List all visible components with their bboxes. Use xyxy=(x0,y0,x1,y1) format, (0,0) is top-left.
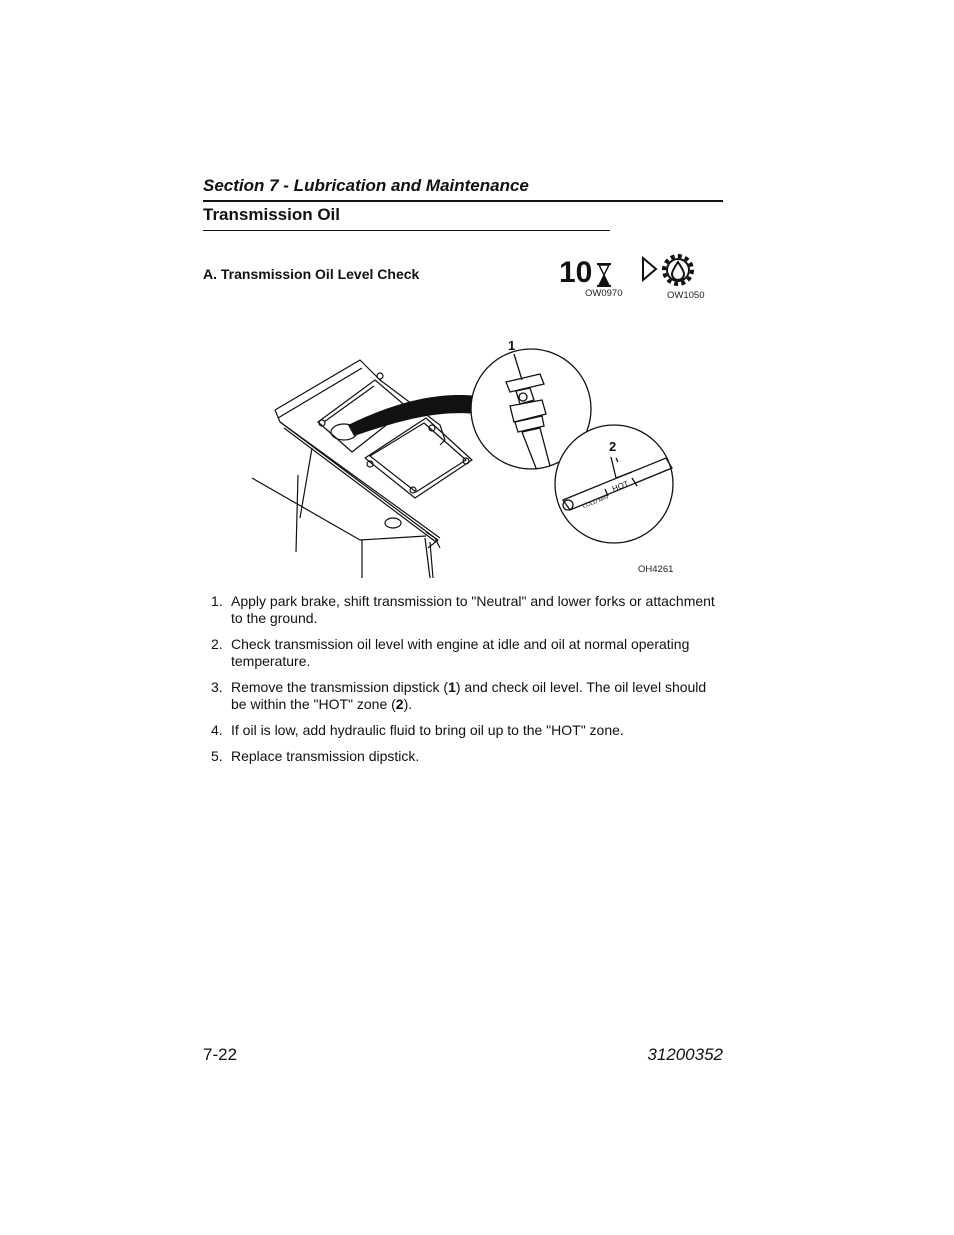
step-item: 4. If oil is low, add hydraulic fluid to bring oil up to the "HOT" zone. xyxy=(211,722,624,738)
section-title: Section 7 - Lubrication and Maintenance xyxy=(203,176,529,195)
step-item: 3. Remove the transmission dipstick (1) and check oil level. The oil level should be within the "HOT" zone (2). xyxy=(211,679,707,712)
icon-code-ow1050: OW1050 xyxy=(667,290,705,301)
page-title: Transmission Oil xyxy=(203,205,340,224)
step-item: 2. Check transmission oil level with engine at idle and oil at normal operating temperature. xyxy=(211,636,690,669)
step-item: 1. Apply park brake, shift transmission to "Neutral" and lower forks or attachment to the ground. xyxy=(211,593,715,626)
icon-code-ow0970: OW0970 xyxy=(585,288,623,299)
procedure-steps xyxy=(203,593,723,774)
document-number: 31200352 xyxy=(647,1045,723,1064)
dipstick-hot-label: HOT xyxy=(610,478,630,494)
page-number: 7-22 xyxy=(203,1045,238,1064)
figure-code: OH4261 xyxy=(638,564,674,575)
subsection-heading: A. Transmission Oil Level Check xyxy=(203,266,420,282)
hourglass-icon xyxy=(595,262,613,288)
step-item: 5. Replace transmission dipstick. xyxy=(211,748,420,764)
transmission-diagram xyxy=(240,330,690,585)
step-text: Check transmission oil level with engine at idle and oil at normal operating temperature. xyxy=(231,636,690,669)
interval-number: 10 xyxy=(559,256,593,289)
step-text: Apply park brake, shift transmission to "Neutral" and lower forks or attachment to the ground. xyxy=(231,593,715,626)
title-rule xyxy=(203,230,610,231)
step-text: Remove the transmission dipstick (1) and check oil level. The oil level should be within the "HOT" zone (2). xyxy=(231,679,707,712)
step-text: Replace transmission dipstick. xyxy=(231,748,420,764)
dipstick-cold-label: COLD MIN xyxy=(581,494,610,511)
callout-2: 2 xyxy=(609,439,617,454)
callout-1: 1 xyxy=(508,338,516,353)
step-text: If oil is low, add hydraulic fluid to bring oil up to the "HOT" zone. xyxy=(231,722,624,738)
transmission-oil-icon xyxy=(640,250,706,292)
header-rule xyxy=(203,200,723,202)
